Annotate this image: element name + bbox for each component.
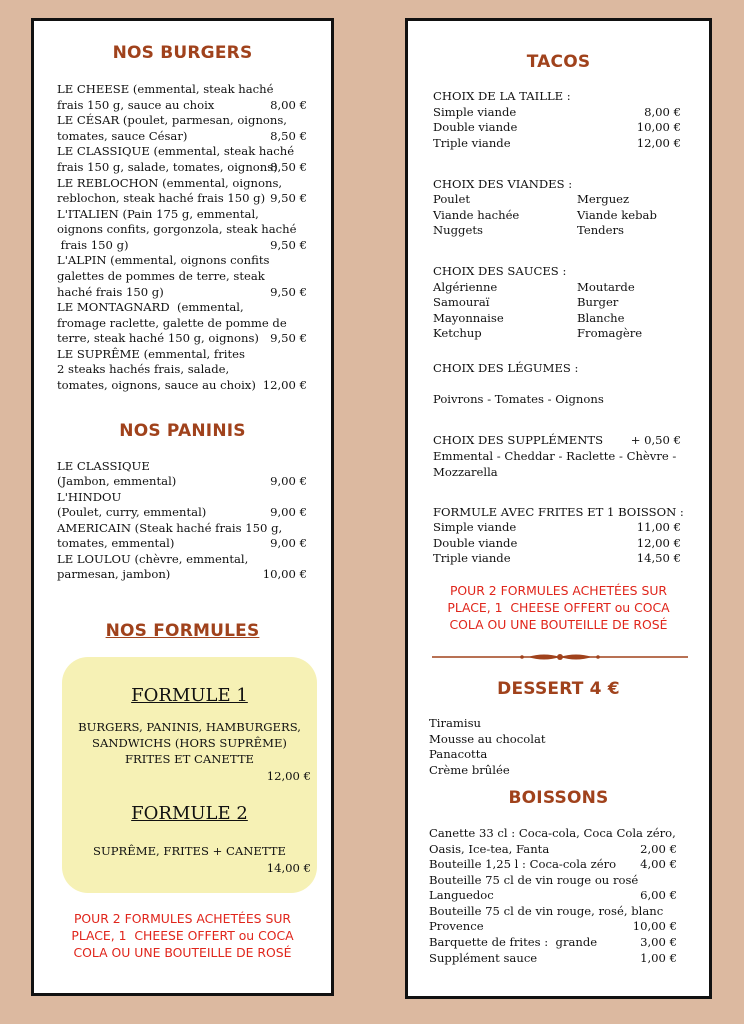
tacos-sauce-item: Samouraï: [433, 295, 490, 309]
burgers-heading: NOS BURGERS: [112, 43, 253, 63]
burger-line: frais 150 g, salade, tomates, oignons): [57, 160, 278, 174]
panini-line: parmesan, jambon): [57, 567, 171, 581]
tacos-supplements-label: CHOIX DES SUPPLÉMENTS: [433, 433, 604, 447]
tacos-formule-item: Double viande: [433, 536, 518, 550]
tacos-supplements-price: + 0,50 €: [630, 433, 681, 447]
boisson-price: 2,00 €: [640, 842, 677, 856]
panini-price: 9,00 €: [270, 505, 307, 519]
tacos-promo: POUR 2 FORMULES ACHETÉES SUR PLACE, 1 CHEESE OFFERT ou COCA COLA OU UNE BOUTEILLE DE ROSÉ: [447, 583, 670, 632]
burger-price: 9,50 €: [270, 285, 307, 299]
dessert-item: Mousse au chocolat: [429, 732, 546, 746]
burger-line: tomates, sauce César): [57, 129, 188, 143]
tacos-viandes-label: CHOIX DES VIANDES :: [433, 177, 573, 191]
tacos-legumes-list: Poivrons - Tomates - Oignons: [433, 392, 604, 406]
boisson-price: 6,00 €: [640, 888, 677, 902]
tacos-taille-price: 10,00 €: [636, 120, 681, 134]
burger-price: 9,50 €: [270, 191, 307, 205]
burger-line: terre, steak haché 150 g, oignons): [57, 331, 259, 345]
tacos-supplements-list: Emmental - Cheddar - Raclette - Chèvre - Mozzarella: [433, 449, 677, 479]
panini-price: 9,00 €: [270, 474, 307, 488]
burger-price: 12,00 €: [262, 378, 307, 392]
burger-line: frais 150 g, sauce au choix: [57, 98, 215, 112]
formule-1-description: BURGERS, PANINIS, HAMBURGERS, SANDWICHS (HORS SUPRÊME) FRITES ET CANETTE: [78, 720, 301, 766]
burger-line: tomates, oignons, sauce au choix): [57, 378, 256, 392]
formule-2-price: 14,00 €: [266, 861, 311, 875]
boisson-line: Bouteille 75 cl de vin rouge ou rosé: [429, 873, 639, 887]
tacos-sauce-item: Ketchup: [433, 326, 482, 340]
tacos-viande-item: Merguez: [577, 192, 630, 206]
formule-1-price: 12,00 €: [266, 769, 311, 783]
panini-line: LE LOULOU (chèvre, emmental,: [57, 552, 249, 566]
burger-price: 8,50 €: [270, 160, 307, 174]
tacos-viande-item: Nuggets: [433, 223, 483, 237]
panini-line: (Jambon, emmental): [57, 474, 177, 488]
formule-2-title: FORMULE 2: [131, 803, 248, 824]
tacos-formule-label: FORMULE AVEC FRITES ET 1 BOISSON :: [433, 505, 684, 519]
burger-line: L'ALPIN (emmental, oignons confits: [57, 253, 270, 267]
boisson-line: Bouteille 1,25 l : Coca-cola zéro: [429, 857, 617, 871]
tacos-taille-item: Triple viande: [433, 136, 511, 150]
burger-line: fromage raclette, galette de pomme de: [57, 316, 287, 330]
panini-price: 9,00 €: [270, 536, 307, 550]
panini-line: L'HINDOU: [57, 490, 122, 504]
tacos-heading: TACOS: [526, 52, 591, 72]
dessert-item: Tiramisu: [429, 716, 482, 730]
tacos-sauce-item: Blanche: [577, 311, 625, 325]
burger-price: 9,50 €: [270, 238, 307, 252]
burger-line: LE CÉSAR (poulet, parmesan, oignons,: [57, 113, 287, 127]
burger-price: 8,50 €: [270, 129, 307, 143]
tacos-sauce-item: Burger: [577, 295, 619, 309]
boisson-line: Canette 33 cl : Coca-cola, Coca Cola zéro,: [429, 826, 676, 840]
boisson-line: Bouteille 75 cl de vin rouge, rosé, blanc: [429, 904, 664, 918]
tacos-formule-price: 11,00 €: [636, 520, 681, 534]
panini-line: LE CLASSIQUE: [57, 459, 150, 473]
tacos-viande-item: Tenders: [577, 223, 624, 237]
tacos-viande-item: Viande kebab: [577, 208, 657, 222]
boisson-line: Provence: [429, 919, 484, 933]
burger-line: LE REBLOCHON (emmental, oignons,: [57, 176, 283, 190]
burger-line: LE SUPRÊME (emmental, frites: [57, 347, 245, 361]
tacos-sauce-item: Moutarde: [577, 280, 635, 294]
tacos-sauce-item: Mayonnaise: [433, 311, 504, 325]
tacos-formule-price: 12,00 €: [636, 536, 681, 550]
boisson-line: Supplément sauce: [429, 951, 538, 965]
burger-line: L'ITALIEN (Pain 175 g, emmental,: [57, 207, 259, 221]
burger-line: LE CLASSIQUE (emmental, steak haché: [57, 144, 295, 158]
panini-line: AMERICAIN (Steak haché frais 150 g,: [57, 521, 283, 535]
dessert-item: Crème brûlée: [429, 763, 510, 777]
tacos-viande-item: Viande hachée: [433, 208, 520, 222]
panini-price: 10,00 €: [262, 567, 307, 581]
tacos-formule-item: Triple viande: [433, 551, 511, 565]
tacos-sauce-item: Algérienne: [433, 280, 498, 294]
boisson-line: Barquette de frites : grande: [429, 935, 598, 949]
burger-line: frais 150 g): [57, 238, 129, 252]
tacos-taille-price: 8,00 €: [644, 105, 681, 119]
right-menu-panel: [405, 18, 712, 999]
burger-line: LE CHEESE (emmental, steak haché: [57, 82, 274, 96]
tacos-taille-label: CHOIX DE LA TAILLE :: [433, 89, 571, 103]
burger-price: 9,50 €: [270, 331, 307, 345]
burger-line: reblochon, steak haché frais 150 g): [57, 191, 266, 205]
boisson-line: Languedoc: [429, 888, 494, 902]
formule-1-title: FORMULE 1: [131, 685, 248, 706]
tacos-legumes-label: CHOIX DES LÉGUMES :: [433, 361, 579, 375]
burger-line: 2 steaks hachés frais, salade,: [57, 362, 230, 376]
tacos-taille-item: Double viande: [433, 120, 518, 134]
paninis-heading: NOS PANINIS: [119, 421, 246, 441]
boisson-price: 1,00 €: [640, 951, 677, 965]
boisson-price: 3,00 €: [640, 935, 677, 949]
boissons-heading: BOISSONS: [508, 788, 609, 808]
left-menu-panel: [31, 18, 334, 996]
tacos-taille-item: Simple viande: [433, 105, 517, 119]
tacos-sauces-label: CHOIX DES SAUCES :: [433, 264, 567, 278]
burger-line: haché frais 150 g): [57, 285, 164, 299]
burger-line: galettes de pommes de terre, steak: [57, 269, 265, 283]
tacos-viande-item: Poulet: [433, 192, 471, 206]
formules-heading: NOS FORMULES: [105, 621, 260, 641]
boisson-price: 10,00 €: [632, 919, 677, 933]
formules-box: [62, 657, 317, 893]
dessert-item: Panacotta: [429, 747, 488, 761]
ornamental-divider: [432, 652, 688, 662]
formules-promo: POUR 2 FORMULES ACHETÉES SUR PLACE, 1 CHEESE OFFERT ou COCA COLA OU UNE BOUTEILLE DE ROSÉ: [71, 911, 294, 960]
boisson-price: 4,00 €: [640, 857, 677, 871]
tacos-sauce-item: Fromagère: [577, 326, 643, 340]
burger-line: LE MONTAGNARD (emmental,: [57, 300, 244, 314]
panini-line: tomates, emmental): [57, 536, 175, 550]
tacos-formule-item: Simple viande: [433, 520, 517, 534]
tacos-taille-price: 12,00 €: [636, 136, 681, 150]
burger-line: oignons confits, gorgonzola, steak haché: [57, 222, 297, 236]
formule-2-description: SUPRÊME, FRITES + CANETTE: [93, 844, 286, 858]
tacos-formule-price: 14,50 €: [636, 551, 681, 565]
dessert-heading: DESSERT 4 €: [497, 679, 620, 699]
boisson-line: Oasis, Ice-tea, Fanta: [429, 842, 550, 856]
burger-price: 8,00 €: [270, 98, 307, 112]
panini-line: (Poulet, curry, emmental): [57, 505, 207, 519]
